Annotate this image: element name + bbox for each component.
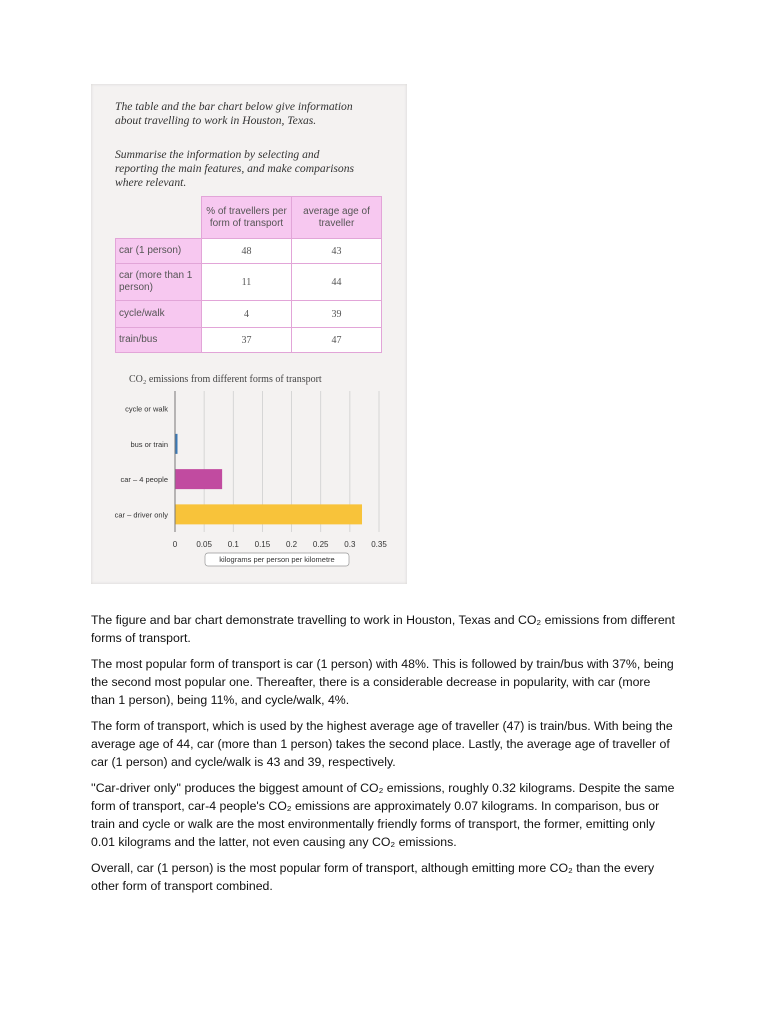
header-age: average age of traveller [292, 197, 382, 239]
chart-title: CO₂ emissions from different forms of transport [129, 374, 322, 385]
x-tick-label: 0 [172, 540, 178, 549]
x-tick-label: 0.3 [344, 540, 356, 549]
row-label: car (more than 1 person) [116, 264, 202, 301]
table-corner [116, 197, 202, 239]
category-label: car – 4 people [120, 475, 168, 485]
x-axis-label: kilograms per person per kilometre [219, 555, 335, 564]
bar [176, 434, 178, 454]
travel-table [115, 196, 382, 353]
age-cell: 47 [292, 328, 382, 353]
co2-bar-chart [91, 384, 407, 574]
table-row [116, 239, 382, 264]
x-tick-label: 0.15 [254, 540, 271, 549]
essay-paragraph-1: The figure and bar chart demonstrate travelling to work in Houston, Texas and CO₂ emissions from different forms of transport. [91, 613, 675, 645]
age-cell: 44 [292, 264, 382, 301]
essay-paragraph-3: The form of transport, which is used by the highest average age of traveller (47) is train/bus. With being the average age of 44, car (more than 1 person) takes the second place. Lastly, the average age of traveller of car (1 person) and cycle/walk is 43 and 39, respectively. [91, 719, 673, 769]
essay-text [91, 611, 676, 903]
age-cell: 43 [292, 239, 382, 264]
x-tick-label: 0.25 [312, 540, 329, 549]
percent-cell: 4 [202, 301, 292, 328]
table-header-row [116, 197, 382, 239]
x-tick-label: 0.2 [286, 540, 298, 549]
x-tick-label: 0.35 [371, 540, 387, 549]
task-prompt-line-1: The table and the bar chart below give information about travelling to work in Houston, Texas. [115, 100, 353, 127]
x-tick-label: 0.05 [196, 540, 212, 549]
category-label: cycle or walk [125, 404, 168, 414]
x-tick-label: 0.1 [227, 540, 239, 549]
row-label: car (1 person) [116, 239, 202, 264]
header-percent: % of travellers per form of transport [202, 197, 292, 239]
scanned-textbook-figure [91, 84, 407, 584]
table-row [116, 328, 382, 353]
table-row [116, 301, 382, 328]
task-prompt-line-2: Summarise the information by selecting and reporting the main features, and make comparisons where relevant. [115, 148, 355, 189]
row-label: train/bus [116, 328, 202, 353]
row-label: cycle/walk [116, 301, 202, 328]
age-cell: 39 [292, 301, 382, 328]
category-label: bus or train [130, 439, 168, 449]
essay-paragraph-4: ''Car-driver only'' produces the biggest amount of CO₂ emissions, roughly 0.32 kilograms. Despite the same form of transport, car-4 people's CO₂ emissions are approximately 0.07 kilograms. In comparison, bus or train and cycle or walk are the most environmentally friendly forms of transport, the former, emitting only 0.01 kilograms and the latter, not even causing any CO₂ emissions. [91, 781, 675, 849]
percent-cell: 11 [202, 264, 292, 301]
percent-cell: 37 [202, 328, 292, 353]
bar [176, 504, 363, 524]
table-row [116, 264, 382, 301]
percent-cell: 48 [202, 239, 292, 264]
essay-paragraph-5: Overall, car (1 person) is the most popular form of transport, although emitting more CO₂ than the every other form of transport combined. [91, 861, 655, 893]
bar [176, 469, 223, 489]
category-label: car – driver only [114, 510, 168, 520]
essay-paragraph-2: The most popular form of transport is car (1 person) with 48%. This is followed by train/bus with 37%, being the second most popular one. Thereafter, there is a considerable decrease in popularity, with car (more than 1 person), being 11%, and cycle/walk, 4%. [91, 657, 674, 707]
